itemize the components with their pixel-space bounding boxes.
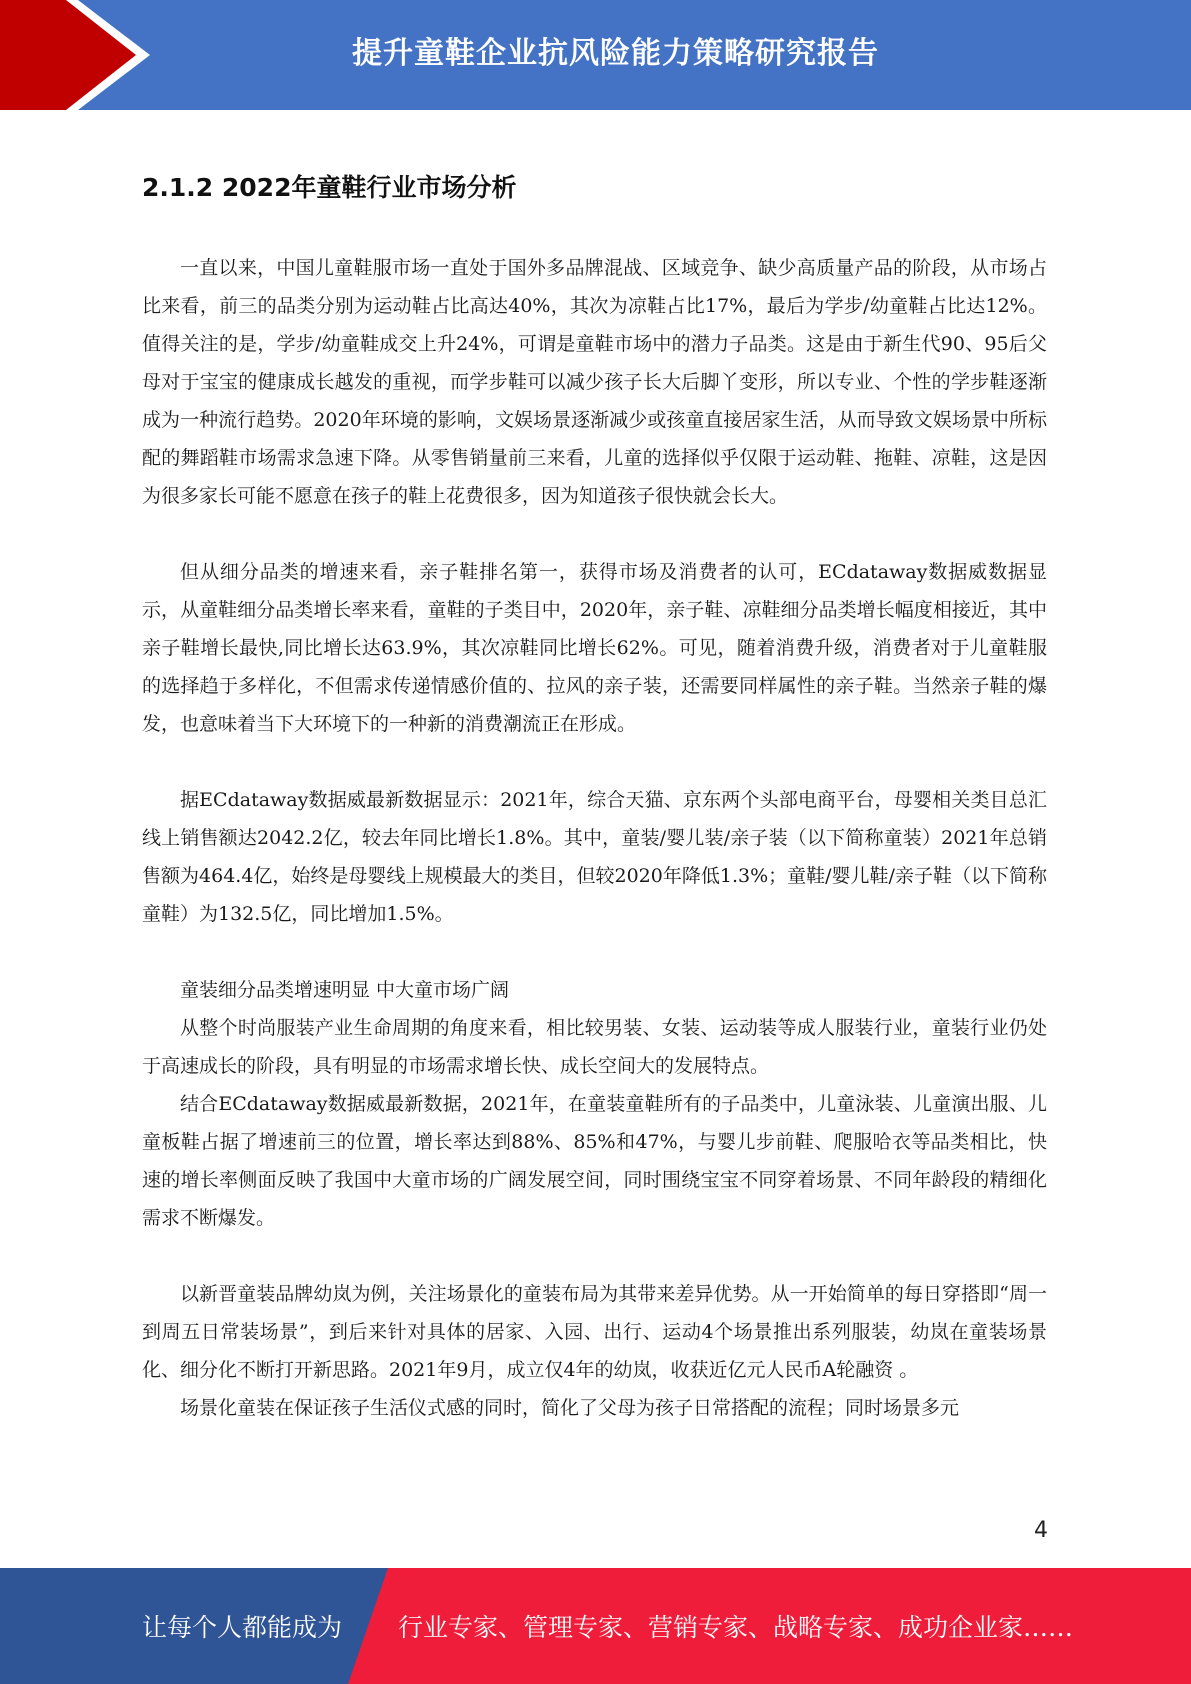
paragraph-youlan-example: 以新晋童装品牌幼岚为例，关注场景化的童装布局为其带来差异优势。从一开始简单的每日穿搭即“周一到周五日常装场景”，到后来针对具体的居家、入园、出行、运动4个场景推出系列服装，幼岚在童装场景化、细分化不断打开新思路。2021年9月，成立仅4年的幼岚，收获近亿元人民币A轮融资 。 <box>142 1283 1047 1381</box>
paragraph-spacer <box>142 515 1047 553</box>
paragraph-lifecycle: 从整个时尚服装产业生命周期的角度来看，相比较男装、女装、运动装等成人服装行业，童装行业仍处于高速成长的阶段，具有明显的市场需求增长快、成长空间大的发展特点。 <box>142 1017 1047 1077</box>
paragraph-subheading: 童装细分品类增速明显 中大童市场广阔 <box>180 979 510 1001</box>
footer-slogan-left: 让每个人都能成为 <box>142 1613 343 1642</box>
header-band <box>0 0 1191 110</box>
paragraph-spacer <box>142 1237 1047 1275</box>
paragraph-market-overview: 一直以来，中国儿童鞋服市场一直处于国外多品牌混战、区域竞争、缺少高质量产品的阶段，从市场占比来看，前三的品类分别为运动鞋占比高达40%，其次为凉鞋占比17%，最后为学步/幼童鞋占比达12%。值得关注的是，学步/幼童鞋成交上升24%，可谓是童鞋市场中的潜力子品类。这是由于新生代90、95后父母对于宝宝的健康成长越发的重视，而学步鞋可以减少孩子长大后脚丫变形，所以专业、个性的学步鞋逐渐成为一种流行趋势。2020年环境的影响，文娱场景逐渐减少或孩童直接居家生活，从而导致文娱场景中所标配的舞蹈鞋市场需求急速下降。从零售销量前三来看，儿童的选择似乎仅限于运动鞋、拖鞋、凉鞋，这是因为很多家长可能不愿意在孩子的鞋上花费很多，因为知道孩子很快就会长大。 <box>142 257 1047 507</box>
paragraph-growth-rates: 结合ECdataway数据威最新数据，2021年，在童装童鞋所有的子品类中，儿童泳装、儿童演出服、儿童板鞋占据了增速前三的位置，增长率达到88%、85%和47%，与婴儿步前鞋、爬服哈衣等品类相比，快速的增长率侧面反映了我国中大童市场的广阔发展空间，同时围绕宝宝不同穿着场景、不同年龄段的精细化需求不断爆发。 <box>142 1093 1047 1229</box>
footer-slogan-right: 行业专家、管理专家、营销专家、战略专家、成功企业家…… <box>398 1613 1074 1642</box>
paragraph-scenario-clothing: 场景化童装在保证孩子生活仪式感的同时，简化了父母为孩子日常搭配的流程；同时场景多元 <box>180 1397 960 1419</box>
section-heading: 2.1.2 2022年童鞋行业市场分析 <box>142 173 517 202</box>
paragraph-spacer <box>142 743 1047 781</box>
paragraph-ecdataway-data: 据ECdataway数据威最新数据显示：2021年，综合天猫、京东两个头部电商平台，母婴相关类目总汇线上销售额达2042.2亿，较去年同比增长1.8%。其中，童装/婴儿装/亲子装（以下简称童装）2021年总销售额为464.4亿，始终是母婴线上规模最大的类目，但较2020年降低1.3%；童鞋/婴儿鞋/亲子鞋（以下简称童鞋）为132.5亿，同比增加1.5%。 <box>142 789 1047 925</box>
page-number: 4 <box>1034 1518 1048 1543</box>
paragraph-spacer <box>142 933 1047 971</box>
footer-band <box>0 1568 1191 1684</box>
document-title: 提升童鞋企业抗风险能力策略研究报告 <box>352 36 879 71</box>
body-content <box>142 249 1047 1427</box>
paragraph-subcategory-growth: 但从细分品类的增速来看，亲子鞋排名第一，获得市场及消费者的认可，ECdataway数据威数据显示，从童鞋细分品类增长率来看，童鞋的子类目中，2020年，亲子鞋、凉鞋细分品类增长幅度相接近，其中亲子鞋增长最快,同比增长达63.9%，其次凉鞋同比增长62%。可见，随着消费升级，消费者对于儿童鞋服的选择趋于多样化，不但需求传递情感价值的、拉风的亲子装，还需要同样属性的亲子鞋。当然亲子鞋的爆发，也意味着当下大环境下的一种新的消费潮流正在形成。 <box>142 561 1047 735</box>
